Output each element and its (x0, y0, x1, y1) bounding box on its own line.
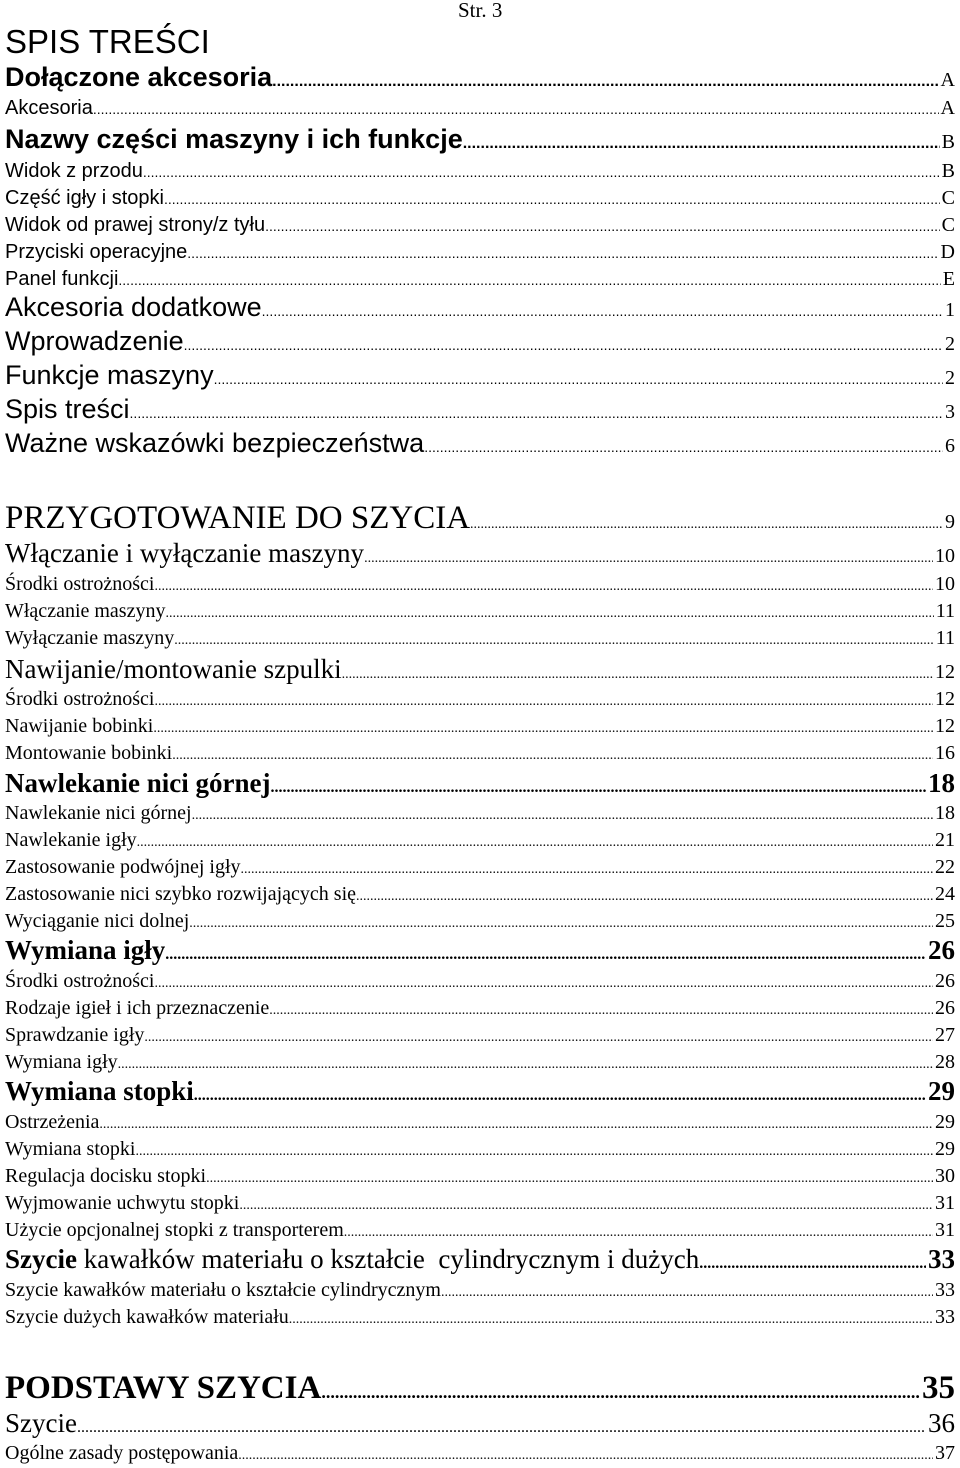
toc-dot-leader (189, 909, 933, 936)
toc-entry-page: 9 (945, 511, 955, 533)
toc-entry-label: Włączanie i wyłączanie maszyny (5, 538, 365, 568)
toc-dot-leader (238, 1441, 933, 1468)
toc-entry-page: B (941, 131, 955, 153)
toc-entry-label: Zastosowanie podwójnej igły (5, 856, 241, 878)
toc-entry-label: Ogólne zasady postępowania (5, 1442, 239, 1464)
toc-entry[interactable] (5, 768, 955, 803)
toc-entry-page: 29 (935, 1111, 955, 1133)
toc-entry-label: Wymiana stopki (5, 1138, 136, 1160)
toc-entry-page: 12 (935, 688, 955, 710)
toc-entry-page: 31 (935, 1219, 955, 1241)
toc-entry[interactable] (5, 741, 955, 768)
toc-dot-leader (99, 1110, 933, 1137)
toc-dot-leader (184, 326, 943, 361)
toc-entry-label: Wymiana igły (5, 935, 166, 965)
toc-entry-page: C (941, 187, 955, 209)
toc-entry-label: Wyciąganie nici dolnej (5, 910, 190, 932)
toc-entry[interactable] (5, 714, 955, 741)
toc-entry-page: 10 (935, 545, 955, 567)
toc-entry-page: 28 (935, 1051, 955, 1073)
toc-entry-label: Dołączone akcesoria (5, 62, 273, 92)
toc-dot-leader (164, 186, 940, 211)
toc-entry-page: D (940, 241, 955, 263)
toc-entry-page: 26 (935, 997, 955, 1019)
toc-entry-label: Montowanie bobinki (5, 742, 173, 764)
toc-entry[interactable] (5, 996, 955, 1023)
toc-dot-leader (118, 1050, 933, 1077)
toc-entry[interactable] (5, 1110, 955, 1137)
toc-entry-label: Użycie opcjonalnej stopki z transporterem (5, 1219, 344, 1241)
toc-dot-leader (165, 935, 926, 970)
toc-entry[interactable] (5, 1441, 955, 1468)
toc-entry-page: 30 (935, 1165, 955, 1187)
toc-dot-leader (272, 62, 938, 97)
toc-entry-label: Wymiana stopki (5, 1076, 194, 1106)
toc-entry[interactable] (5, 1050, 955, 1077)
toc-dot-leader (154, 572, 933, 599)
toc-dot-leader (463, 124, 940, 159)
toc-entry-label: Środki ostrożności (5, 573, 155, 595)
toc-dot-leader (77, 1408, 926, 1443)
toc-entry[interactable] (5, 572, 955, 599)
toc-dot-leader (214, 360, 943, 395)
toc-entry[interactable] (5, 969, 955, 996)
toc-entry-page: 21 (935, 829, 955, 851)
toc-entry-label: Widok od prawej strony/z tyłu (5, 214, 266, 236)
toc-dot-leader (441, 1278, 933, 1305)
toc-entry-page: 24 (935, 883, 955, 905)
toc-entry-page: 16 (935, 742, 955, 764)
toc-entry-page: 31 (935, 1192, 955, 1214)
toc-entry-page: 37 (935, 1442, 955, 1464)
toc-entry-page: 6 (945, 435, 955, 457)
toc-entry[interactable] (5, 654, 955, 690)
toc-entry[interactable] (5, 1137, 955, 1164)
toc-entry-label-bold: Szycie (5, 1244, 77, 1274)
toc-entry-page: 27 (935, 1024, 955, 1046)
toc-dot-leader (344, 1218, 933, 1245)
toc-entry-label: PODSTAWY SZYCIA (5, 1370, 322, 1406)
toc-entry[interactable] (5, 500, 955, 543)
toc-entry[interactable] (5, 159, 955, 184)
toc-entry[interactable] (5, 909, 955, 936)
toc-dot-leader (356, 882, 933, 909)
toc-dot-leader (239, 1191, 933, 1218)
toc-entry-page: A (940, 69, 955, 91)
toc-entry-label: Nazwy części maszyny i ich funkcje (5, 124, 463, 154)
page-number: Str. 3 (458, 0, 503, 22)
toc-entry-page: B (941, 160, 955, 182)
toc-entry-label: Nawijanie/montowanie szpulki (5, 654, 342, 684)
toc-entry-label: Regulacja docisku stopki (5, 1165, 207, 1187)
toc-dot-leader (165, 599, 933, 626)
toc-entry-page: C (941, 214, 955, 236)
toc-dot-leader (194, 1076, 926, 1111)
toc-entry-label: Akcesoria dodatkowe (5, 292, 262, 322)
toc-entry-label: Wyłączanie maszyny (5, 627, 175, 649)
toc-entry[interactable] (5, 1408, 955, 1443)
toc-entry[interactable] (5, 326, 955, 361)
toc-entry-label: Rodzaje igieł i ich przeznaczenie (5, 997, 270, 1019)
toc-entry[interactable] (5, 1218, 955, 1245)
toc-dot-leader (699, 1244, 926, 1279)
toc-entry-page: 18 (928, 768, 955, 798)
toc-entry[interactable] (5, 882, 955, 909)
toc-entry[interactable] (5, 828, 955, 855)
toc-entry-label: Szycie kawałków materiału o kształcie cylindrycznym (5, 1279, 441, 1301)
toc-entry-page: 2 (945, 333, 955, 355)
toc-entry[interactable] (5, 186, 955, 211)
toc-entry[interactable] (5, 801, 955, 828)
toc-entry[interactable] (5, 1076, 955, 1111)
toc-entry-label: PRZYGOTOWANIE DO SZYCIA (5, 500, 471, 536)
toc-entry-label: Nawlekanie nici górnej (5, 802, 192, 824)
toc-entry-label: Środki ostrożności (5, 970, 155, 992)
toc-dot-leader (118, 267, 940, 292)
toc-entry-page: 33 (935, 1279, 955, 1301)
toc-entry[interactable] (5, 599, 955, 626)
toc-entry-label: Wprowadzenie (5, 326, 184, 356)
toc-entry-page: 29 (935, 1138, 955, 1160)
toc-entry[interactable] (5, 1305, 955, 1332)
toc-entry[interactable] (5, 360, 955, 395)
toc-dot-leader (154, 687, 933, 714)
toc-dot-leader (206, 1164, 933, 1191)
toc-dot-leader (270, 768, 926, 803)
toc-entry-page: 36 (928, 1408, 955, 1438)
toc-dot-leader (470, 500, 943, 543)
toc-entry[interactable] (5, 394, 955, 429)
toc-dot-leader (137, 828, 933, 855)
toc-entry[interactable] (5, 935, 955, 970)
toc-entry-page: 12 (935, 715, 955, 737)
toc-entry-label: Wyjmowanie uchwytu stopki (5, 1192, 240, 1214)
toc-entry-page: 3 (945, 401, 955, 423)
toc-dot-leader (172, 741, 933, 768)
toc-dot-leader (321, 1370, 920, 1411)
toc-entry-label: Panel funkcji (5, 268, 119, 290)
toc-dot-leader (154, 969, 933, 996)
toc-dot-leader (144, 1023, 933, 1050)
toc-dot-leader (143, 159, 940, 184)
toc-entry-page: 22 (935, 856, 955, 878)
toc-entry[interactable] (5, 124, 955, 159)
toc-entry-page: 29 (928, 1076, 955, 1106)
toc-title: SPIS TREŚCI (5, 23, 210, 60)
toc-entry[interactable] (5, 626, 955, 653)
toc-dot-leader (289, 1305, 933, 1332)
toc-entry-label-rest: kawałków materiału o kształcie cylindrycznym i dużych (76, 1244, 700, 1274)
toc-entry-page: 25 (935, 910, 955, 932)
toc-dot-leader (342, 654, 933, 690)
toc-entry-page: 26 (935, 970, 955, 992)
toc-entry-page: 1 (945, 299, 955, 321)
toc-dot-leader (174, 626, 933, 653)
toc-dot-leader (262, 292, 943, 327)
toc-entry-page: 26 (928, 935, 955, 965)
toc-dot-leader (265, 213, 940, 238)
toc-entry-page: 12 (935, 661, 955, 683)
toc-entry-label: Część igły i stopki (5, 187, 164, 209)
toc-entry[interactable] (5, 538, 955, 574)
toc-dot-leader (153, 714, 933, 741)
toc-entry-label: Wymiana igły (5, 1051, 118, 1073)
toc-entry[interactable] (5, 1164, 955, 1191)
toc-entry-page: 11 (935, 600, 955, 622)
toc-entry-page: 18 (935, 802, 955, 824)
toc-dot-leader (93, 96, 939, 121)
toc-entry-label: Nawlekanie nici górnej (5, 768, 271, 798)
toc-entry-label: Szycie dużych kawałków materiału (5, 1306, 289, 1328)
toc-entry[interactable] (5, 1278, 955, 1305)
toc-dot-leader (364, 538, 933, 574)
toc-entry-label: Ostrzeżenia (5, 1111, 100, 1133)
toc-entry-page: 2 (945, 367, 955, 389)
toc-entry-label: Przyciski operacyjne (5, 241, 188, 263)
toc-dot-leader (187, 240, 938, 265)
toc-entry[interactable] (5, 96, 955, 121)
toc-entry[interactable] (5, 1191, 955, 1218)
toc-entry-label: Widok z przodu (5, 160, 143, 182)
toc-entry[interactable] (5, 428, 955, 463)
toc-entry-label: Włączanie maszyny (5, 600, 166, 622)
toc-entry[interactable] (5, 687, 955, 714)
toc-entry-label: Środki ostrożności (5, 688, 155, 710)
toc-entry-page: E (942, 268, 955, 290)
toc-entry[interactable] (5, 213, 955, 238)
toc-entry[interactable] (5, 855, 955, 882)
toc-dot-leader (424, 428, 943, 463)
toc-dot-leader (130, 394, 943, 429)
toc-entry-label: Akcesoria (5, 97, 93, 119)
toc-entry[interactable] (5, 1023, 955, 1050)
toc-entry-page: 11 (935, 627, 955, 649)
toc-dot-leader (192, 801, 933, 828)
toc-entry-page: 33 (928, 1244, 955, 1274)
toc-entry-page: 33 (935, 1306, 955, 1328)
toc-entry[interactable] (5, 292, 955, 327)
toc-entry-page: 35 (922, 1370, 955, 1406)
toc-entry-label (5, 1244, 699, 1275)
toc-entry-page: 10 (935, 573, 955, 595)
toc-entry[interactable] (5, 1244, 955, 1279)
toc-entry-label: Sprawdzanie igły (5, 1024, 145, 1046)
toc-dot-leader (135, 1137, 933, 1164)
toc-dot-leader (241, 855, 933, 882)
toc-dot-leader (269, 996, 933, 1023)
toc-entry[interactable] (5, 240, 955, 265)
toc-entry-page: A (940, 97, 955, 119)
toc-entry-label: Nawijanie bobinki (5, 715, 154, 737)
toc-entry[interactable] (5, 267, 955, 292)
toc-entry-label: Funkcje maszyny (5, 360, 214, 390)
toc-entry[interactable] (5, 1370, 955, 1411)
toc-entry-label: Ważne wskazówki bezpieczeństwa (5, 428, 425, 458)
toc-entry-label: Szycie (5, 1408, 77, 1438)
toc-entry-label: Nawlekanie igły (5, 829, 137, 851)
toc-entry-label: Zastosowanie nici szybko rozwijających się (5, 883, 356, 905)
toc-entry-label: Spis treści (5, 394, 130, 424)
toc-entry[interactable] (5, 62, 955, 97)
